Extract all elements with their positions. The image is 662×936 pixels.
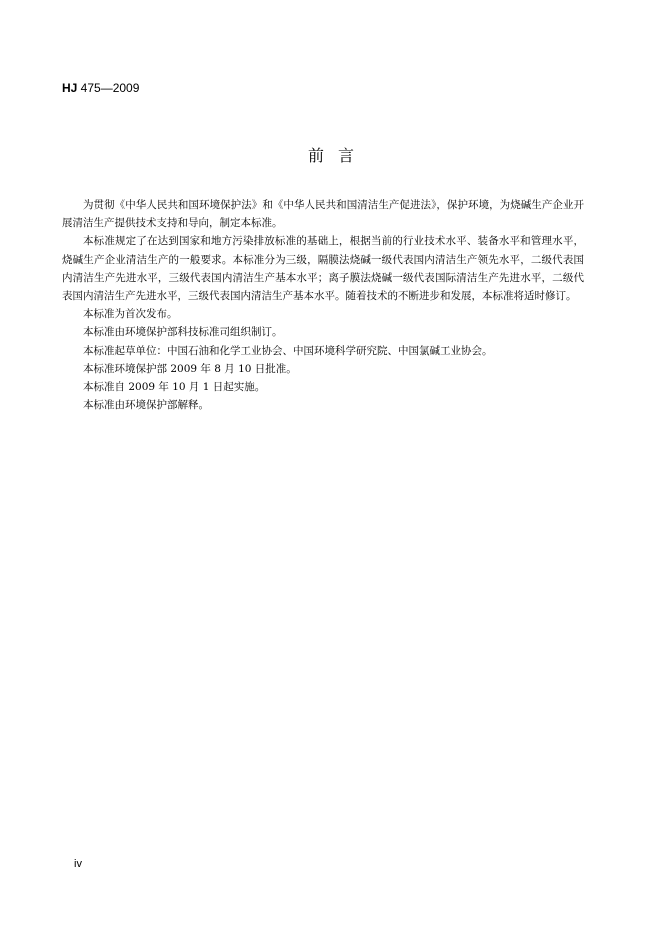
standard-prefix: HJ	[62, 81, 78, 95]
standard-number: 475—2009	[77, 81, 140, 95]
standard-code	[62, 80, 139, 96]
paragraph-interpretation: 本标准由环境保护部解释。	[83, 399, 209, 412]
page-number: iv	[74, 858, 82, 870]
foreword-body	[62, 196, 584, 414]
paragraph-effective-date: 本标准自 2009 年 10 月 1 日起实施。	[83, 381, 266, 394]
paragraph-first-release: 本标准为首次发布。	[83, 308, 178, 321]
page-title: 前言	[307, 146, 368, 165]
paragraph-purpose: 为贯彻《中华人民共和国环境保护法》和《中华人民共和国清洁生产促进法》，保护环境，为烧碱生产企业开展清洁生产提供技术支持和导向，制定本标准。	[62, 199, 584, 230]
paragraph-approval-date: 本标准环境保护部 2009 年 8 月 10 日批准。	[83, 362, 297, 375]
paragraph-drafters: 本标准起草单位：中国石油和化学工业协会、中国环境科学研究院、中国氯碱工业协会。	[83, 344, 493, 357]
paragraph-scope: 本标准规定了在达到国家和地方污染排放标准的基础上，根据当前的行业技术水平、装备水平和管理水平，烧碱生产企业清洁生产的一般要求。本标准分为三级，隔膜法烧碱一级代表国内清洁生产领先水平，二级代表国内清洁生产先进水平，三级代表国内清洁生产基本水平；离子膜法烧碱一级代表国际清洁生产先进水平，二级代表国内清洁生产先进水平，三级代表国内清洁生产基本水平。随着技术的不断进步和发展，本标准将适时修订。	[62, 235, 584, 303]
paragraph-organizer: 本标准由环境保护部科技标准司组织制订。	[83, 326, 283, 339]
